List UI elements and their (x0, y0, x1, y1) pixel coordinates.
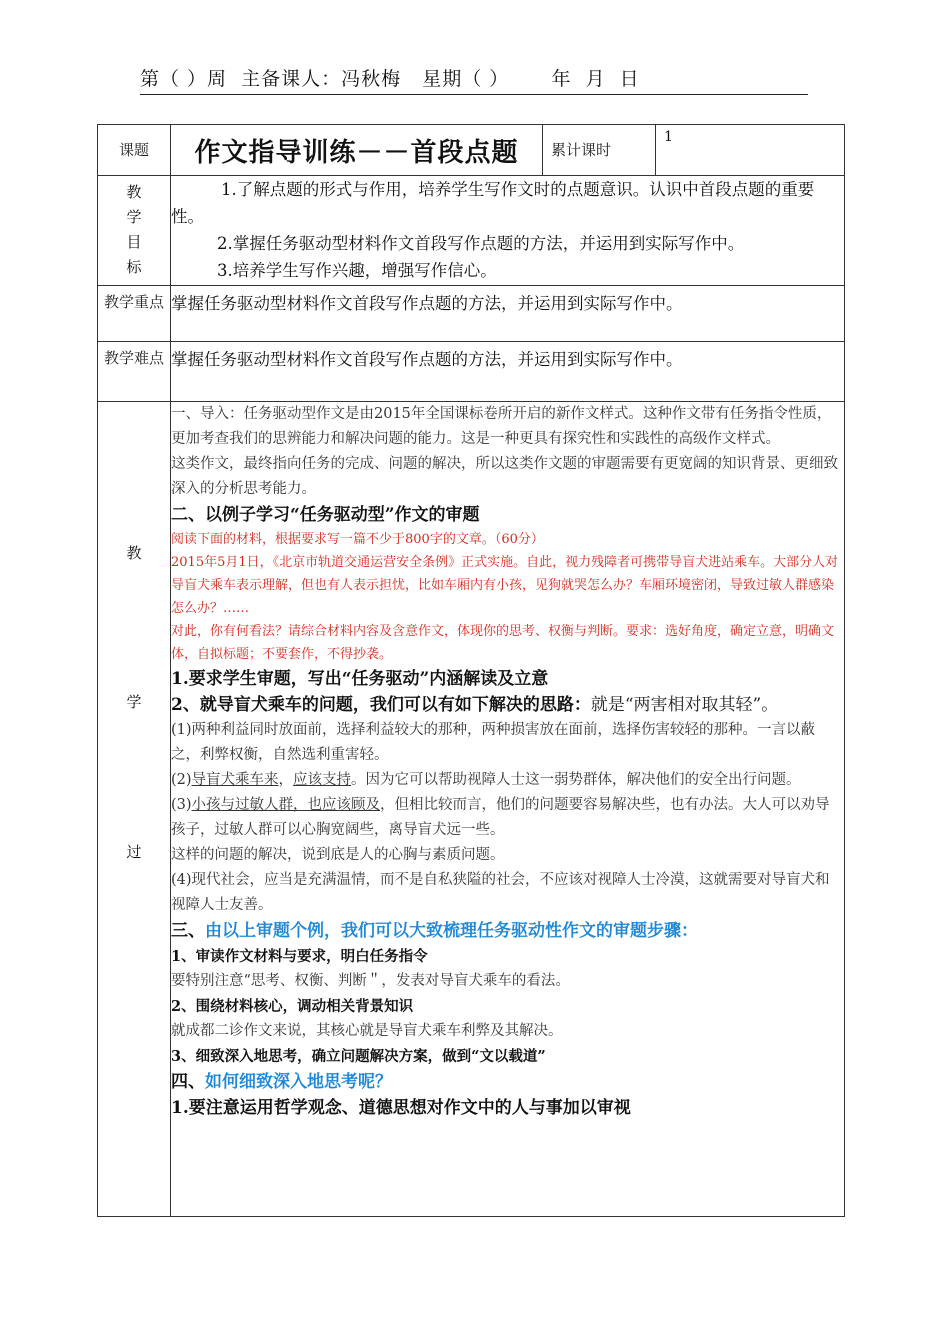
goal-item: 2.掌握任务驱动型材料作文首段写作点题的方法，并运用到实际写作中。 (217, 234, 745, 253)
step-3-2-text: 就成都二诊作文来说，其核心就是导盲犬乘车利弊及其解决。 (171, 1023, 563, 1039)
point-4: (4)现代社会，应当是充满温情，而不是自私狭隘的社会，不应该对视障人士冷漠，这就需要对导盲犬和视障人士友善。 (171, 872, 830, 913)
topic-label: 课题 (98, 125, 171, 176)
goals-label-2: 学 (126, 208, 142, 226)
step-3-1-text: 要特别注意“思考、权衡、判断＂，发表对导盲犬乘车的看法。 (171, 973, 570, 989)
hours-value: 1 (656, 125, 845, 176)
goals-row (98, 176, 845, 286)
material-text: 2015年5月1日，《北京市轨道交通运营安全条例》正式实施。自此，视力残障者可携带导盲犬进站乘车。大部分人对导盲犬乘车表示理解，但也有人表示担忧，比如车厢内有小孩，见狗就哭怎么办？车厢环境密闭，导致过敏人群感染怎么办？…… (171, 555, 839, 616)
step-3-2: 2、围绕材料核心，调动相关背景知识 (171, 998, 414, 1015)
step-4-1: 1.要注意运用哲学观念、道德思想对作文中的人与事加以审视 (171, 1098, 631, 1118)
key-row (98, 286, 845, 342)
process-row (98, 402, 845, 1217)
goal-item: 3.培养学生写作兴趣，增强写作信心。 (217, 261, 497, 280)
process-content (171, 402, 845, 1217)
key-label: 教学重点 (98, 286, 171, 342)
section-four-title: 四、如何细致深入地思考呢？ (171, 1072, 392, 1092)
process-label-2: 学 (126, 693, 142, 711)
goal-item: 1.了解点题的形式与作用，培养学生写作文时的点题意识。认识中首段点题的重要性。 (171, 180, 815, 226)
goals-label-4: 标 (126, 258, 142, 276)
point-2: (2)导盲犬乘车来，应该支持。因为它可以帮助视障人士这一弱势群体，解决他们的安全出行问题。 (171, 772, 801, 788)
process-label-3: 过 (126, 843, 142, 861)
material-prompt: 阅读下面的材料，根据要求写一篇不少于800字的文章。（60分） (171, 532, 544, 547)
process-label-1: 教 (126, 544, 142, 562)
goals-label-1: 教 (126, 183, 142, 201)
hours-label: 累计课时 (543, 125, 656, 176)
point-3: (3)小孩与过敏人群，也应该顾及，但相比较而言，他们的问题要容易解决些，也有办法。大人可以劝导孩子，过敏人群可以心胸宽阔些，离导盲犬远一些。 (171, 797, 830, 838)
material-requirement: 对此，你有何看法？请综合材料内容及含意作文，体现你的思考、权衡与判断。要求：选好角度，确定立意，明确文体，自拟标题；不要套作，不得抄袭。 (171, 624, 835, 662)
goals-label (98, 176, 171, 286)
point-1: (1)两种利益同时放面前，选择利益较大的那种，两种损害放在面前，选择伤害较轻的那种。一言以蔽之，利弊权衡，自然选利重害轻。 (171, 722, 816, 763)
point-3-summary: 这样的问题的解决，说到底是人的心胸与素质问题。 (171, 847, 505, 863)
step-3-1: 1、审读作文材料与要求，明白任务指令 (171, 948, 428, 965)
title-row (98, 125, 845, 176)
step-one: 1.要求学生审题，写出“任务驱动”内涵解读及立意 (171, 669, 549, 689)
key-content: 掌握任务驱动型材料作文首段写作点题的方法，并运用到实际写作中。 (171, 286, 845, 342)
lesson-plan-table (97, 124, 845, 1217)
step-3-3: 3、细致深入地思考，确立问题解决方案，做到“文以载道” (171, 1048, 546, 1065)
intro-paragraph: 一、导入：任务驱动型作文是由2015年全国课标卷所开启的新作文样式。这种作文带有任务指令性质，更加考查我们的思辨能力和解决问题的能力。这是一种更具有探究性和实践性的高级作文样式。 (171, 406, 832, 447)
goals-content (171, 176, 845, 286)
lesson-title: 作文指导训练－－首段点题 (171, 125, 543, 176)
difficult-row (98, 342, 845, 402)
step-two: 2、就导盲犬乘车的问题，我们可以有如下解决的思路：就是“两害相对取其轻”。 (171, 695, 779, 715)
lesson-header: 第（ ）周 主备课人：冯秋梅 星期（ ） 年 月 日 (140, 66, 808, 95)
goals-label-3: 目 (126, 233, 142, 251)
section-three-title: 三、由以上审题个例，我们可以大致梳理任务驱动性作文的审题步骤： (171, 921, 698, 941)
section-two-title: 二、以例子学习“任务驱动型”作文的审题 (171, 505, 480, 525)
process-label (98, 402, 171, 1217)
difficult-content: 掌握任务驱动型材料作文首段写作点题的方法，并运用到实际写作中。 (171, 342, 845, 402)
difficult-label: 教学难点 (98, 342, 171, 402)
intro-paragraph: 这类作文，最终指向任务的完成、问题的解决，所以这类作文题的审题需要有更宽阔的知识背景、更细致深入的分析思考能力。 (171, 456, 838, 497)
